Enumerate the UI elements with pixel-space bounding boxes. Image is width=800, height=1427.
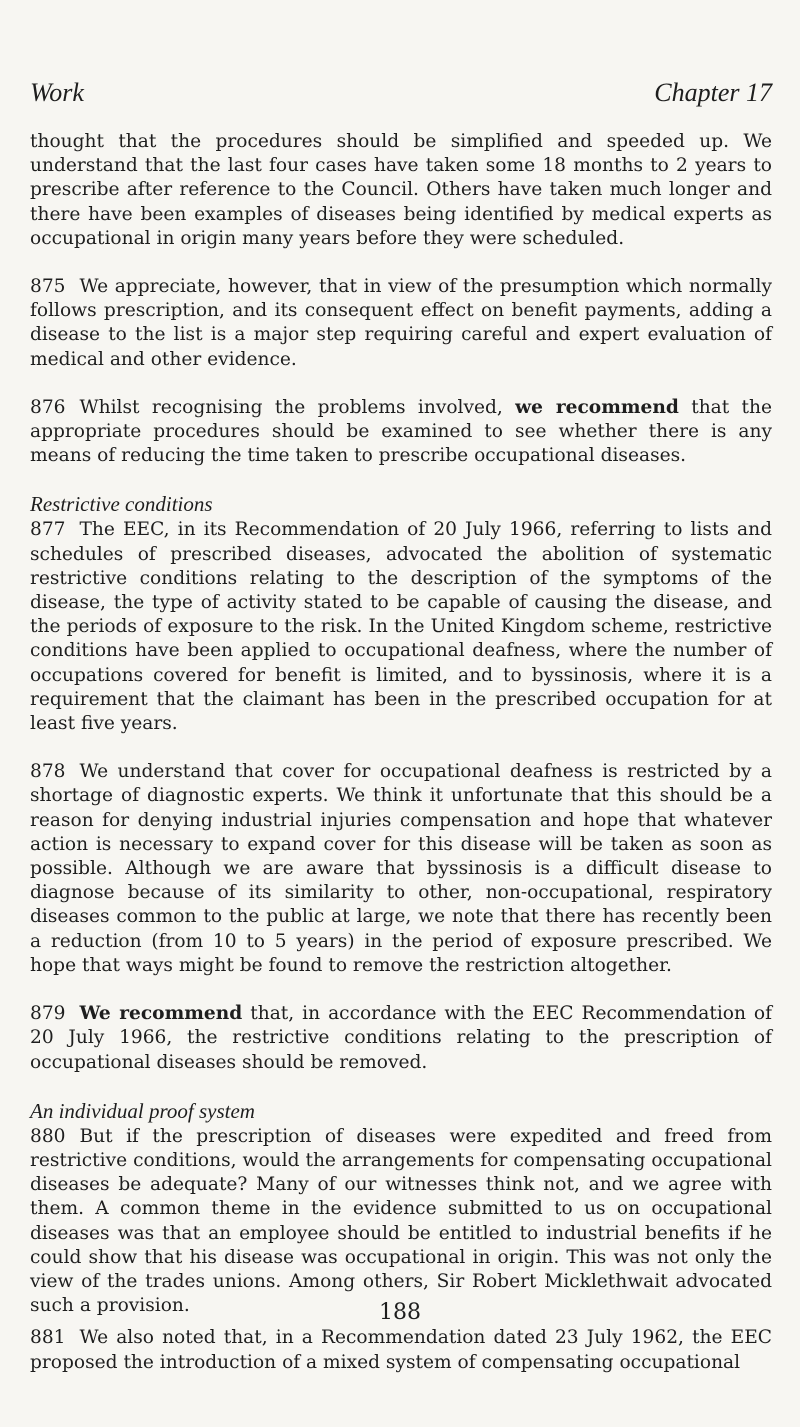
paragraph-text: We understand that cover for occupational deafness is restricted by a shortage of diagnostic experts. We think it unfortunate that this should be a reason for denying industrial injuries compensation and hope that whatever action is necessary to expand cover for this disease will be taken as soon as possible. Although we are aware that byssinosis is a difficult disease to diagnose because of its similarity to other, non-occupational, respiratory diseases common to the public at large, we note that there has recently been a reduction (from 10 to 5 years) in the period of exposure prescribed. We hope that ways might be found to remove the restriction altogether.: [30, 761, 772, 976]
paragraph-number: 880: [30, 1125, 66, 1147]
paragraph-text: Whilst recognising the problems involved,: [79, 396, 516, 418]
running-header-right: Chapter 17: [654, 78, 772, 107]
paragraph-text: We also noted that, in a Recommendation dated 23 July 1962, the EEC proposed the introduction of a mixed system of compensating occupational: [30, 1327, 772, 1373]
paragraph-text: The EEC, in its Recommendation of 20 July 1966, referring to lists and schedules of prescribed diseases, advocated the abolition of systematic restrictive conditions relating to the description of the symptoms of the disease, the type of activity stated to be capable of causing the disease, and the periods of exposure to the risk. In the United Kingdom scheme, restrictive conditions have been applied to occupational deafness, where the number of occupations covered for benefit is limited, and to byssinosis, where it is a requirement that the claimant has been in the prescribed occupation for at least five years.: [30, 519, 772, 735]
paragraph-text: that, in accordance with the EEC Recommendation of 20 July 1966, the restrictive conditions relating to the prescription of occupational diseases should be removed.: [30, 1003, 773, 1073]
paragraph-number: 881: [30, 1327, 66, 1349]
paragraph: [30, 275, 772, 372]
emphasis-text: we recommend: [515, 396, 679, 418]
paragraph: [30, 518, 772, 736]
paragraph: [30, 760, 772, 978]
paragraph-text: We appreciate, however, that in view of the presumption which normally follows prescription, and its consequent effect on benefit payments, adding a disease to the list is a major step requiring careful and expert evaluation of medical and other evidence.: [30, 276, 772, 370]
paragraph-text: that the appropriate procedures should be examined to see whether there is any means of reducing the time taken to prescribe occupational diseases.: [30, 396, 772, 467]
paragraph-number: 875: [30, 276, 66, 298]
paragraph-text: But if the prescription of diseases were expedited and freed from restrictive conditions, would the arrangements for compensating occupational diseases be adequate? Many of our witnesses think not, and we agree with them. A common theme in the evidence submitted to us on occupational diseases was that an employee should be entitled to industrial benefits if he could show that his disease was occupational in origin. This was not only the view of the trades unions. Among others, Sir Robert Micklethwait advocated such a provision.: [30, 1125, 772, 1317]
running-header-left: Work: [30, 78, 84, 107]
section-heading: An individual proof system: [30, 1098, 255, 1123]
paragraph: [30, 1125, 772, 1319]
paragraph-number: 878: [30, 761, 66, 783]
page-number: 188: [379, 1300, 421, 1325]
section-heading: Restrictive conditions: [30, 492, 213, 517]
paragraph: [30, 1326, 772, 1374]
body-text: [30, 130, 772, 1399]
running-header: [30, 78, 772, 112]
paragraph: [30, 1002, 772, 1075]
emphasis-text: We recommend: [79, 1003, 243, 1025]
paragraph: [30, 396, 772, 469]
paragraph-number: 877: [30, 519, 66, 541]
paragraph-number: 879: [30, 1003, 66, 1025]
paragraph: [30, 130, 772, 251]
paragraph-number: 876: [30, 396, 66, 418]
paragraph-text: thought that the procedures should be simplified and speeded up. We understand that the last four cases have taken some 18 months to 2 years to prescribe after reference to the Council. Others have taken much longer and there have been examples of diseases being identified by medical experts as occupational in origin many years before they were scheduled.: [30, 131, 772, 249]
